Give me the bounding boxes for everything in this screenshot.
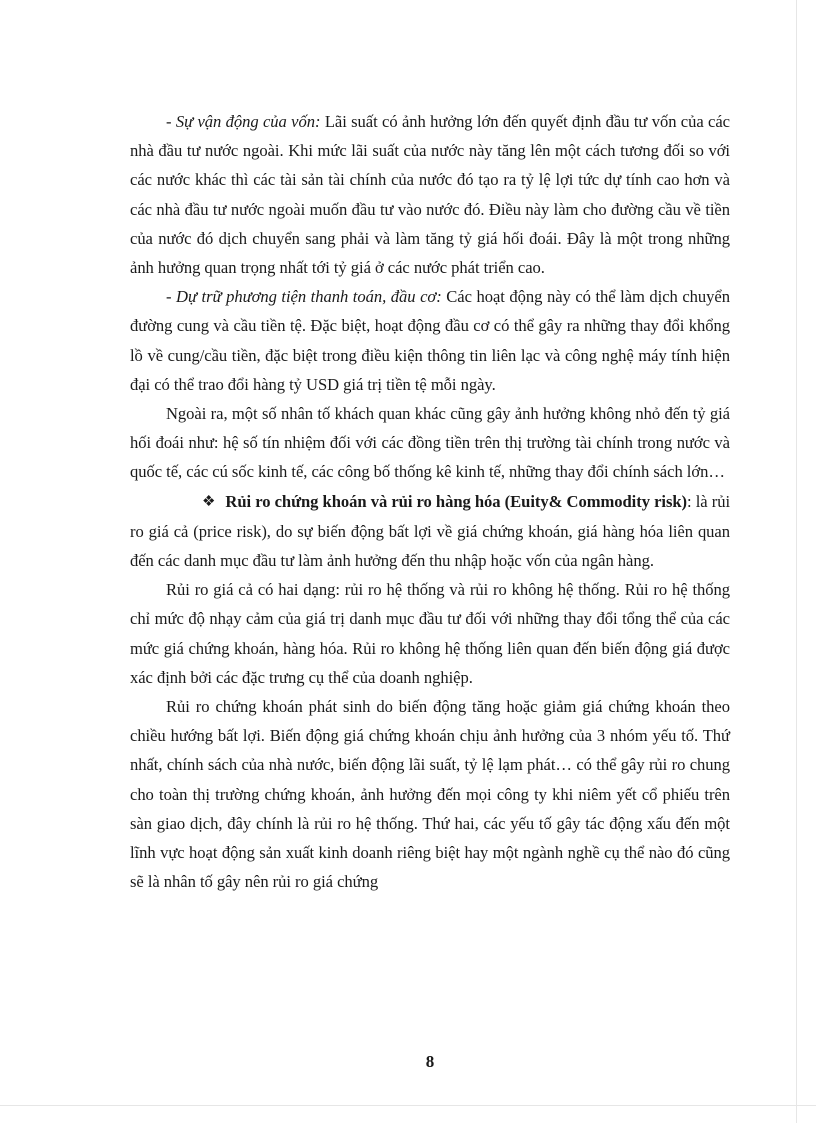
paragraph-text: Lãi suất có ảnh hưởng lớn đến quyết định đầu tư vốn của các nhà đầu tư nước ngoài. Khi mức lãi suất của nước này tăng lên một cách tương đối so với các nước khác thì các tài sản tài chính của nước đó tạo ra tỷ lệ lợi tức dự tính cao hơn và các nhà đầu tư nước ngoài muốn đầu tư vào nước đó. Điều này làm cho đường cầu về tiền của nước đó dịch chuyển sang phải và làm tăng tỷ giá hối đoái. Đây là một trong những ảnh hưởng quan trọng nhất tới tỷ giá ở các nước phát triển cao. <box>130 112 730 278</box>
paragraph-lead: - Dự trữ phương tiện thanh toán, đầu cơ: <box>166 287 442 307</box>
paragraph-price-risk-types <box>130 575 730 692</box>
paragraph-text: Ngoài ra, một số nhân tố khách quan khác cũng gây ảnh hưởng không nhỏ đến tỷ giá hối đoái như: hệ số tín nhiệm đối với các đồng tiền trên thị trường tài chính trong nước và quốc tế, các cú sốc kinh tế, các công bố thống kê kinh tế, những thay đổi chính sách lớn… <box>130 404 730 482</box>
paragraph-text: Rủi ro chứng khoán phát sinh do biến động tăng hoặc giảm giá chứng khoán theo chiều hướng bất lợi. Biến động giá chứng khoán chịu ảnh hưởng của 3 nhóm yếu tố. Thứ nhất, chính sách của nhà nước, biến động lãi suất, tỷ lệ lạm phát… có thể gây rủi ro chung cho toàn thị trường chứng khoán, ảnh hưởng đến mọi công ty khi niêm yết cổ phiếu trên sàn giao dịch, đây chính là rủi ro hệ thống. Thứ hai, các yếu tố gây tác động xấu đến một lĩnh vực hoạt động sản xuất kinh doanh riêng biệt hay một ngành nghề cụ thể nào đó cũng sẽ là nhân tố gây nên rủi ro giá chứng <box>130 697 730 892</box>
diamond-bullet-icon: ❖ <box>202 493 216 510</box>
paragraph-capital-movement <box>130 107 730 282</box>
paragraph-other-factors <box>130 399 730 487</box>
page-frame-right-line <box>796 0 797 1123</box>
paragraph-text: Rủi ro giá cả có hai dạng: rủi ro hệ thống và rủi ro không hệ thống. Rủi ro hệ thống chỉ mức độ nhạy cảm của giá trị danh mục đầu tư đối với những thay đổi tổng thể của các mức giá chứng khoán, hàng hóa. Rủi ro không hệ thống liên quan đến biến động giá được xác định bởi các đặc trưng cụ thể của doanh nghiệp. <box>130 580 730 687</box>
paragraph-equity-risk-heading <box>130 487 730 576</box>
paragraph-securities-risk <box>130 692 730 896</box>
paragraph-text: : là rủi ro giá cả (price risk), do sự biến động bất lợi về giá chứng khoán, giá hàng hóa liên quan đến các danh mục đầu tư làm ảnh hưởng đến thu nhập hoặc vốn của ngân hàng. <box>130 491 731 571</box>
page-number: 8 <box>425 1052 435 1071</box>
document-body <box>130 107 730 896</box>
paragraph-speculation <box>130 282 730 399</box>
paragraph-text: Các hoạt động này có thể làm dịch chuyển đường cung và cầu tiền tệ. Đặc biệt, hoạt động đầu cơ có thể gây ra những thay đổi khổng lồ về cung/cầu tiền, đặc biệt trong điều kiện thông tin liên lạc và công nghệ máy tính hiện đại có thể trao đổi hàng tỷ USD giá trị tiền tệ mỗi ngày. <box>130 287 730 394</box>
page-frame-bottom-line <box>0 1105 816 1106</box>
section-heading: Rủi ro chứng khoán và rủi ro hàng hóa (Euity& Commodity risk) <box>225 491 688 511</box>
paragraph-lead: - Sự vận động của vốn: <box>166 112 321 131</box>
